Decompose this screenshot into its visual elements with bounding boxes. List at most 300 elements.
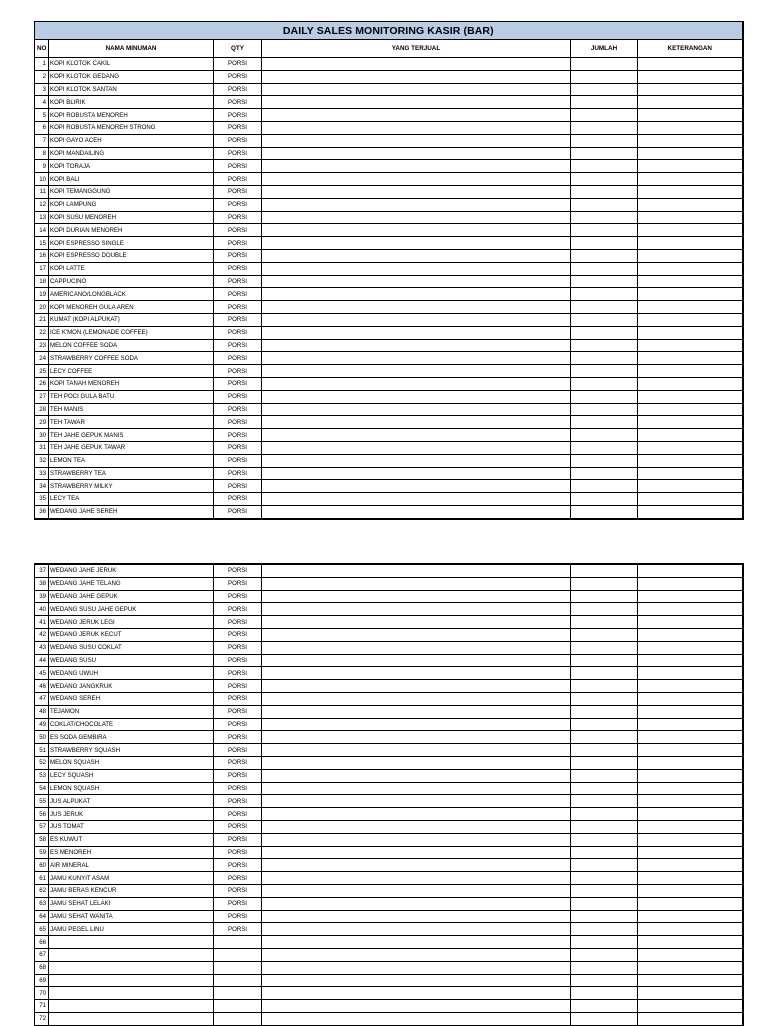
note-cell[interactable] [638,96,743,109]
sold-tally-cell[interactable] [262,505,571,518]
sold-tally-cell[interactable] [262,1000,571,1013]
sold-tally-cell[interactable] [262,493,571,506]
note-cell[interactable] [638,390,743,403]
total-cell[interactable] [571,718,638,731]
row-number: 14 [35,224,49,237]
sold-tally-cell[interactable] [262,429,571,442]
note-cell[interactable] [638,718,743,731]
note-cell[interactable] [638,974,743,987]
sold-tally-cell[interactable] [262,326,571,339]
sold-tally-cell[interactable] [262,390,571,403]
note-cell[interactable] [638,590,743,603]
sold-tally-cell[interactable] [262,603,571,616]
sold-tally-cell[interactable] [262,339,571,352]
drink-name: LECY COFFEE [49,365,214,378]
row-number: 47 [35,692,49,705]
sold-tally-cell[interactable] [262,667,571,680]
qty-unit: PORSI [214,718,262,731]
total-cell[interactable] [571,731,638,744]
total-cell[interactable] [571,211,638,224]
note-cell[interactable] [638,83,743,96]
note-cell[interactable] [638,782,743,795]
sold-tally-cell[interactable] [262,109,571,122]
note-cell[interactable] [638,948,743,961]
sold-tally-cell[interactable] [262,641,571,654]
total-cell[interactable] [571,416,638,429]
total-cell[interactable] [571,616,638,629]
drink-name: AIR MINERAL [49,859,214,872]
note-cell[interactable] [638,936,743,949]
total-cell[interactable] [571,480,638,493]
table-row [35,134,743,147]
qty-unit: PORSI [214,744,262,757]
total-cell[interactable] [571,185,638,198]
qty-unit: PORSI [214,590,262,603]
note-cell[interactable] [638,628,743,641]
qty-unit: PORSI [214,96,262,109]
note-cell[interactable] [638,173,743,186]
table-row [35,820,743,833]
note-cell[interactable] [638,441,743,454]
sold-tally-cell[interactable] [262,211,571,224]
total-cell[interactable] [571,441,638,454]
sold-tally-cell[interactable] [262,974,571,987]
total-cell[interactable] [571,173,638,186]
total-cell[interactable] [571,237,638,250]
note-cell[interactable] [638,859,743,872]
total-cell[interactable] [571,58,638,71]
sold-tally-cell[interactable] [262,313,571,326]
row-number: 70 [35,987,49,1000]
total-cell[interactable] [571,846,638,859]
note-cell[interactable] [638,641,743,654]
note-cell[interactable] [638,505,743,518]
qty-unit: PORSI [214,564,262,577]
sold-tally-cell[interactable] [262,577,571,590]
total-cell[interactable] [571,454,638,467]
sold-tally-cell[interactable] [262,224,571,237]
total-cell[interactable] [571,987,638,1000]
note-cell[interactable] [638,654,743,667]
sold-tally-cell[interactable] [262,654,571,667]
row-number: 57 [35,820,49,833]
drink-name: LECY SQUASH [49,769,214,782]
sold-tally-cell[interactable] [262,275,571,288]
total-cell[interactable] [571,301,638,314]
note-cell[interactable] [638,795,743,808]
sold-tally-cell[interactable] [262,769,571,782]
total-cell[interactable] [571,820,638,833]
row-number: 6 [35,121,49,134]
total-cell[interactable] [571,121,638,134]
table-row [35,58,743,71]
note-cell[interactable] [638,262,743,275]
row-number: 41 [35,616,49,629]
drink-name: LECY TEA [49,493,214,506]
sold-tally-cell[interactable] [262,846,571,859]
total-cell[interactable] [571,833,638,846]
note-cell[interactable] [638,692,743,705]
total-cell[interactable] [571,769,638,782]
total-cell[interactable] [571,923,638,936]
row-number: 11 [35,185,49,198]
note-cell[interactable] [638,961,743,974]
total-cell[interactable] [571,390,638,403]
note-cell[interactable] [638,185,743,198]
total-cell[interactable] [571,70,638,83]
note-cell[interactable] [638,603,743,616]
sold-tally-cell[interactable] [262,820,571,833]
sold-tally-cell[interactable] [262,731,571,744]
header-no: NO [35,40,49,58]
total-cell[interactable] [571,744,638,757]
note-cell[interactable] [638,147,743,160]
sold-tally-cell[interactable] [262,948,571,961]
qty-unit: PORSI [214,224,262,237]
sold-tally-cell[interactable] [262,744,571,757]
sold-tally-cell[interactable] [262,288,571,301]
row-number: 15 [35,237,49,250]
note-cell[interactable] [638,211,743,224]
row-number: 8 [35,147,49,160]
sold-tally-cell[interactable] [262,628,571,641]
note-cell[interactable] [638,756,743,769]
note-cell[interactable] [638,454,743,467]
sold-tally-cell[interactable] [262,1012,571,1025]
total-cell[interactable] [571,249,638,262]
sold-tally-cell[interactable] [262,237,571,250]
sold-tally-cell[interactable] [262,884,571,897]
sold-tally-cell[interactable] [262,923,571,936]
table-row [35,667,743,680]
qty-unit: PORSI [214,833,262,846]
total-cell[interactable] [571,782,638,795]
table-row [35,808,743,821]
drink-name: LEMON SQUASH [49,782,214,795]
sold-tally-cell[interactable] [262,590,571,603]
qty-unit [214,961,262,974]
qty-unit: PORSI [214,680,262,693]
row-number: 18 [35,275,49,288]
total-cell[interactable] [571,564,638,577]
sold-tally-cell[interactable] [262,833,571,846]
total-cell[interactable] [571,198,638,211]
note-cell[interactable] [638,313,743,326]
sold-tally-cell[interactable] [262,616,571,629]
table-row [35,744,743,757]
drink-name: TEH TAWAR [49,416,214,429]
total-cell[interactable] [571,936,638,949]
sold-tally-cell[interactable] [262,718,571,731]
table-row [35,782,743,795]
sold-tally-cell[interactable] [262,160,571,173]
total-cell[interactable] [571,352,638,365]
drink-name: KOPI LATTE [49,262,214,275]
row-number: 65 [35,923,49,936]
row-number: 32 [35,454,49,467]
sold-tally-cell[interactable] [262,262,571,275]
total-cell[interactable] [571,961,638,974]
note-cell[interactable] [638,339,743,352]
sold-tally-cell[interactable] [262,416,571,429]
sold-tally-cell[interactable] [262,756,571,769]
note-cell[interactable] [638,70,743,83]
row-number: 24 [35,352,49,365]
row-number: 51 [35,744,49,757]
note-cell[interactable] [638,237,743,250]
row-number: 40 [35,603,49,616]
sold-tally-cell[interactable] [262,564,571,577]
total-cell[interactable] [571,603,638,616]
note-cell[interactable] [638,577,743,590]
table-row [35,564,743,577]
total-cell[interactable] [571,948,638,961]
note-cell[interactable] [638,987,743,1000]
total-cell[interactable] [571,403,638,416]
sold-tally-cell[interactable] [262,96,571,109]
note-cell[interactable] [638,808,743,821]
sold-tally-cell[interactable] [262,480,571,493]
total-cell[interactable] [571,493,638,506]
note-cell[interactable] [638,198,743,211]
total-cell[interactable] [571,577,638,590]
total-cell[interactable] [571,365,638,378]
table-row [35,249,743,262]
sold-tally-cell[interactable] [262,910,571,923]
note-cell[interactable] [638,564,743,577]
total-cell[interactable] [571,505,638,518]
total-cell[interactable] [571,339,638,352]
table-row [35,441,743,454]
total-cell[interactable] [571,134,638,147]
sold-tally-cell[interactable] [262,147,571,160]
sold-tally-cell[interactable] [262,58,571,71]
sold-tally-cell[interactable] [262,403,571,416]
note-cell[interactable] [638,109,743,122]
sold-tally-cell[interactable] [262,441,571,454]
qty-unit [214,974,262,987]
row-number: 17 [35,262,49,275]
note-cell[interactable] [638,352,743,365]
total-cell[interactable] [571,808,638,821]
total-cell[interactable] [571,795,638,808]
note-cell[interactable] [638,480,743,493]
note-cell[interactable] [638,134,743,147]
total-cell[interactable] [571,590,638,603]
qty-unit: PORSI [214,211,262,224]
row-number: 19 [35,288,49,301]
sold-tally-cell[interactable] [262,897,571,910]
total-cell[interactable] [571,692,638,705]
sold-tally-cell[interactable] [262,872,571,885]
note-cell[interactable] [638,744,743,757]
note-cell[interactable] [638,365,743,378]
sold-tally-cell[interactable] [262,680,571,693]
total-cell[interactable] [571,275,638,288]
note-cell[interactable] [638,160,743,173]
note-cell[interactable] [638,667,743,680]
qty-unit: PORSI [214,301,262,314]
qty-unit: PORSI [214,429,262,442]
table-row [35,493,743,506]
note-cell[interactable] [638,301,743,314]
note-cell[interactable] [638,616,743,629]
note-cell[interactable] [638,769,743,782]
sold-tally-cell[interactable] [262,134,571,147]
total-cell[interactable] [571,377,638,390]
sold-tally-cell[interactable] [262,467,571,480]
total-cell[interactable] [571,1012,638,1025]
table-row [35,185,743,198]
drink-name: JUS JERUK [49,808,214,821]
row-number: 34 [35,480,49,493]
total-cell[interactable] [571,641,638,654]
total-cell[interactable] [571,667,638,680]
sold-tally-cell[interactable] [262,352,571,365]
sold-tally-cell[interactable] [262,365,571,378]
drink-name: JAMU BERAS KENCUR [49,884,214,897]
total-cell[interactable] [571,147,638,160]
total-cell[interactable] [571,224,638,237]
drink-name [49,1000,214,1013]
sold-tally-cell[interactable] [262,121,571,134]
total-cell[interactable] [571,654,638,667]
total-cell[interactable] [571,705,638,718]
note-cell[interactable] [638,493,743,506]
table-row [35,211,743,224]
row-number: 35 [35,493,49,506]
note-cell[interactable] [638,884,743,897]
note-cell[interactable] [638,910,743,923]
note-cell[interactable] [638,58,743,71]
note-cell[interactable] [638,467,743,480]
note-cell[interactable] [638,416,743,429]
sold-tally-cell[interactable] [262,795,571,808]
note-cell[interactable] [638,872,743,885]
total-cell[interactable] [571,109,638,122]
sold-tally-cell[interactable] [262,859,571,872]
note-cell[interactable] [638,275,743,288]
qty-unit [214,1012,262,1025]
table-row [35,923,743,936]
sold-tally-cell[interactable] [262,249,571,262]
sold-tally-cell[interactable] [262,987,571,1000]
note-cell[interactable] [638,288,743,301]
qty-unit: PORSI [214,795,262,808]
drink-name: JAMU KUNYIT ASAM [49,872,214,885]
total-cell[interactable] [571,680,638,693]
note-cell[interactable] [638,1000,743,1013]
note-cell[interactable] [638,429,743,442]
sold-tally-cell[interactable] [262,692,571,705]
total-cell[interactable] [571,467,638,480]
row-number: 39 [35,590,49,603]
sold-tally-cell[interactable] [262,377,571,390]
total-cell[interactable] [571,897,638,910]
sold-tally-cell[interactable] [262,808,571,821]
note-cell[interactable] [638,846,743,859]
header-sold: YANG TERJUAL [262,40,571,58]
note-cell[interactable] [638,680,743,693]
sold-tally-cell[interactable] [262,83,571,96]
qty-unit: PORSI [214,923,262,936]
table-row [35,326,743,339]
note-cell[interactable] [638,833,743,846]
total-cell[interactable] [571,884,638,897]
qty-unit: PORSI [214,275,262,288]
drink-name: ES SODA GEMBIRA [49,731,214,744]
total-cell[interactable] [571,288,638,301]
note-cell[interactable] [638,326,743,339]
note-cell[interactable] [638,923,743,936]
total-cell[interactable] [571,313,638,326]
drink-name: JUS TOMAT [49,820,214,833]
note-cell[interactable] [638,403,743,416]
note-cell[interactable] [638,731,743,744]
sold-tally-cell[interactable] [262,301,571,314]
total-cell[interactable] [571,756,638,769]
note-cell[interactable] [638,224,743,237]
note-cell[interactable] [638,1012,743,1025]
qty-unit: PORSI [214,147,262,160]
row-number: 22 [35,326,49,339]
row-number: 25 [35,365,49,378]
total-cell[interactable] [571,628,638,641]
total-cell[interactable] [571,910,638,923]
sold-tally-cell[interactable] [262,173,571,186]
total-cell[interactable] [571,326,638,339]
sold-tally-cell[interactable] [262,185,571,198]
note-cell[interactable] [638,249,743,262]
drink-name: WEDANG SEREH [49,692,214,705]
note-cell[interactable] [638,705,743,718]
table-row [35,480,743,493]
sold-tally-cell[interactable] [262,936,571,949]
drink-name: KOPI ROBUSTA MENOREH STRONG [49,121,214,134]
sold-tally-cell[interactable] [262,961,571,974]
sold-tally-cell[interactable] [262,454,571,467]
total-cell[interactable] [571,96,638,109]
row-number: 16 [35,249,49,262]
row-number: 38 [35,577,49,590]
sold-tally-cell[interactable] [262,705,571,718]
table-row [35,173,743,186]
total-cell[interactable] [571,859,638,872]
qty-unit: PORSI [214,365,262,378]
note-cell[interactable] [638,121,743,134]
total-cell[interactable] [571,974,638,987]
note-cell[interactable] [638,820,743,833]
drink-name: KOPI KLOTOK GEDANG [49,70,214,83]
qty-unit: PORSI [214,577,262,590]
total-cell[interactable] [571,1000,638,1013]
total-cell[interactable] [571,262,638,275]
row-number: 42 [35,628,49,641]
sheet-title: DAILY SALES MONITORING KASIR (BAR) [35,22,743,40]
note-cell[interactable] [638,897,743,910]
qty-unit: PORSI [214,769,262,782]
total-cell[interactable] [571,83,638,96]
note-cell[interactable] [638,377,743,390]
sold-tally-cell[interactable] [262,70,571,83]
total-cell[interactable] [571,429,638,442]
total-cell[interactable] [571,872,638,885]
drink-name: KOPI TEMANGGUNG [49,185,214,198]
sold-tally-cell[interactable] [262,782,571,795]
sold-tally-cell[interactable] [262,198,571,211]
total-cell[interactable] [571,160,638,173]
drink-name [49,961,214,974]
